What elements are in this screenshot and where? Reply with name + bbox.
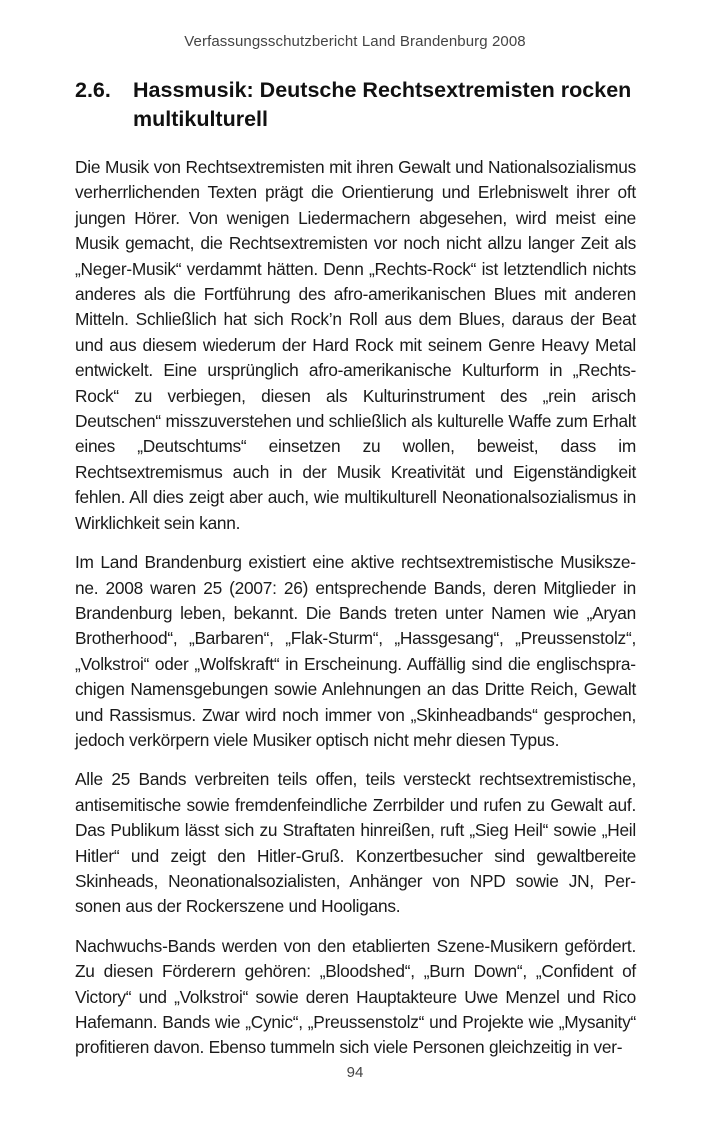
body-text xyxy=(75,155,636,1075)
section-title: Hassmusik: Deutsche Rechtsextremisten rocken multikulturell xyxy=(133,78,632,131)
paragraph-1: Die Musik von Rechtsextremisten mit ihren Gewalt und Nationalsozialismus verherrlichenden Texten prägt die Orientierung und Erlebniswelt ihrer oft jungen Hörer. Von wenigen Liedermachern abgesehen, wird meist eine Musik gemacht, die Rechtsextremisten vor noch nicht allzu langer Zeit als „Neger-Musik“ verdammt hätten. Denn „Rechts-Rock“ ist letztendlich nichts anderes als die Fortführung des afro-amerikanischen Blues mit anderen Mitteln. Schließlich hat sich Rock’n Roll aus dem Blues, daraus der Beat und aus diesem wiederum der Hard Rock mit seinem Genre Heavy Metal entwickelt. Eine ursprünglich afro-amerikanische Kulturform in „Rechts-Rock“ zu verbiegen, diesen als Kulturinstrument des „rein arisch Deutschen“ misszuverstehen und schließlich als kulturelle Waffe zum Erhalt eines „Deutschtums“ einsetzen zu wollen, beweist, dass im Rechtsextremismus auch in der Musik Kreativität und Eigenständigkeit fehlen. All dies zeigt aber auch, wie multikulturell Neonationalsozialismus in Wirklichkeit sein kann. xyxy=(75,157,636,533)
page-number: 94 xyxy=(346,1064,364,1081)
paragraph-2: Im Land Brandenburg existiert eine aktive rechtsextremistische Musikszene. 2008 waren 25 (2007: 26) entsprechende Bands, deren Mitglieder in Brandenburg leben, bekannt. Die Bands treten unter Namen wie „Aryan Brotherhood“, „Barbaren“, „Flak-Sturm“, „Hassgesang“, „Preussenstolz“, „Volkstroi“ oder „Wolfskraft“ in Erscheinung. Auffällig sind die englischsprachigen Namensgebungen sowie Anlehnungen an das Dritte Reich, Gewalt und Rassismus. Zwar wird noch immer von „Skinheadbands“ gesprochen, jedoch verkörpern viele Musiker optisch nicht mehr diesen Typus. xyxy=(75,552,636,750)
paragraph-4: Nachwuchs-Bands werden von den etablierten Szene-Musikern gefördert. Zu diesen Förderern gehören: „Bloodshed“, „Burn Down“, „Confident of Victory“ und „Volkstroi“ sowie deren Hauptakteure Uwe Menzel und Rico Hafemann. Bands wie „Cynic“, „Preussenstolz“ und Projekte wie „Mysanity“ profitieren davon. Ebenso tummeln sich viele Personen gleichzeitig in ver- xyxy=(75,935,636,1058)
paragraph-3: Alle 25 Bands verbreiten teils offen, teils versteckt rechtsextremistische, antisemitische sowie fremdenfeindliche Zerrbilder und rufen zu Gewalt auf. Das Publikum lässt sich zu Straftaten hinreißen, ruft „Sieg Heil“ sowie „Heil Hitler“ und zeigt den Hitler-Gruß. Konzertbesucher sind gewaltbereite Skinheads, Neonationalsozialisten, Anhänger von NPD sowie JN, Personen aus der Rockerszene und Hooligans. xyxy=(75,769,636,917)
running-header: Verfassungsschutzbericht Land Brandenburg 2008 xyxy=(184,33,526,50)
section-number: 2.6. xyxy=(75,78,111,102)
section-heading xyxy=(75,76,645,134)
